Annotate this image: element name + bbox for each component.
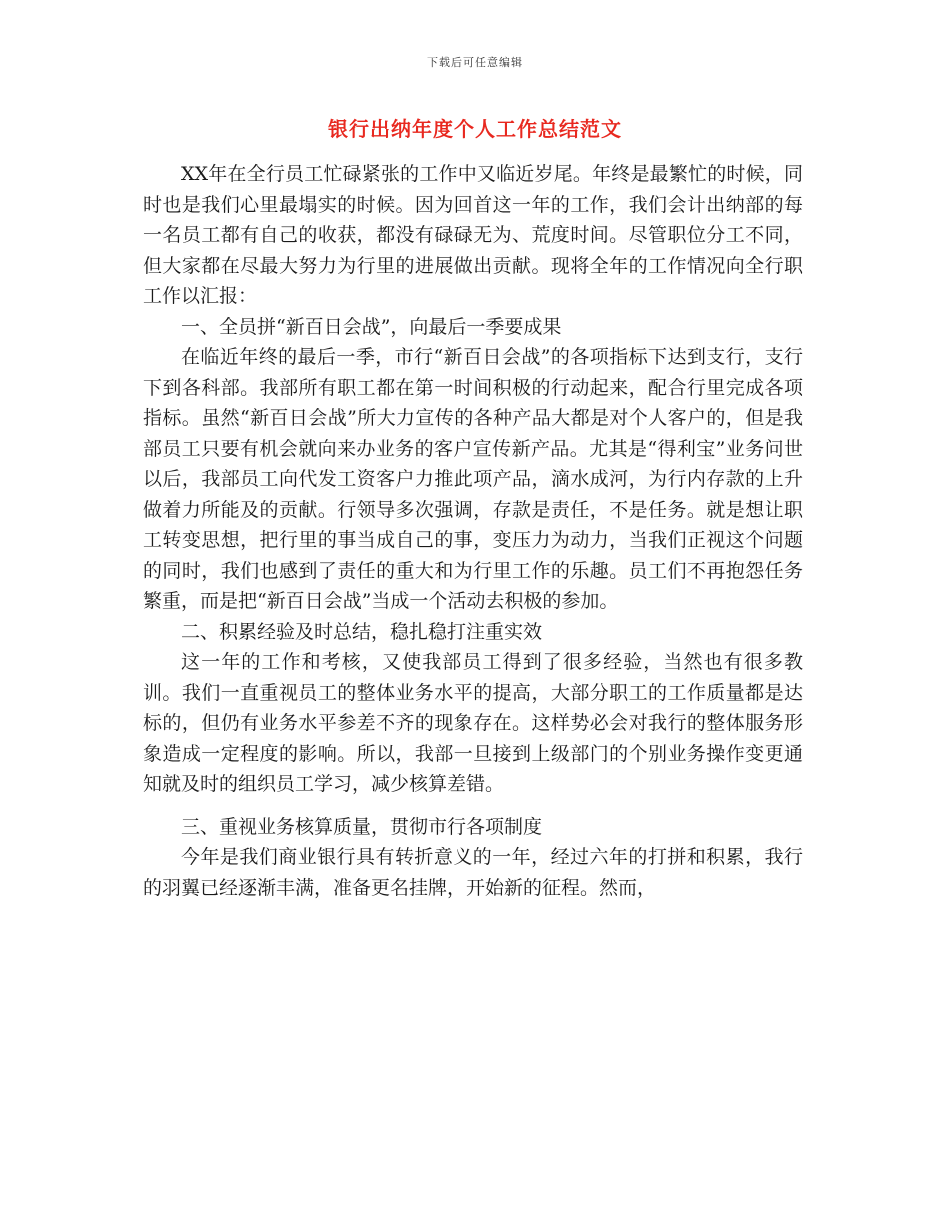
section-heading-2: 二、积累经验及时总结，稳扎稳打注重实效: [181, 620, 543, 643]
paragraph-section-2: 这一年的工作和考核，又使我部员工得到了很多经验，当然也有很多教训。我们一直重视员工的整体业务水平的提高，大部分职工的工作质量都是达标的，但仍有业务水平参差不齐的现象存在。这样势必会对我行的整体服务形象造成一定程度的影响。所以，我部一旦接到上级部门的个别业务操作变更通知就及时的组织员工学习，减少核算差错。: [143, 651, 803, 795]
paragraph-intro: XX年在全行员工忙碌紧张的工作中又临近岁尾。年终是最繁忙的时候，同时也是我们心里最塌实的时候。因为回首这一年的工作，我们会计出纳部的每一名员工都有自己的收获，都没有碌碌无为、荒度时间。尽管职位分工不同，但大家都在尽最大努力为行里的进展做出贡献。现将全年的工作情况向全行职工作以汇报：: [143, 163, 803, 307]
document-title: 银行出纳年度个人工作总结范文: [328, 117, 622, 141]
paragraph-section-3: 今年是我们商业银行具有转折意义的一年，经过六年的打拼和积累，我行的羽翼已经逐渐丰满，准备更名挂牌，开始新的征程。然而，: [143, 846, 803, 899]
paragraph-section-1: 在临近年终的最后一季，市行“新百日会战”的各项指标下达到支行，支行下到各科部。我部所有职工都在第一时间积极的行动起来，配合行里完成各项指标。虽然“新百日会战”所大力宣传的各种产品大都是对个人客户的，但是我部员工只要有机会就向来办业务的客户宣传新产品。尤其是“得利宝”业务问世以后，我部员工向代发工资客户力推此项产品，滴水成河，为行内存款的上升做着力所能及的贡献。行领导多次强调，存款是责任，不是任务。就是想让职工转变思想，把行里的事当成自己的事，变压力为动力，当我们正视这个问题的同时，我们也感到了责任的重大和为行里工作的乐趣。员工们不再抱怨任务繁重，而是把“新百日会战”当成一个活动去积极的参加。: [143, 346, 803, 612]
section-heading-3: 三、重视业务核算质量，贯彻市行各项制度: [181, 815, 543, 838]
header-note: 下载后可任意编辑: [427, 56, 523, 69]
section-heading-1: 一、全员拼“新百日会战”，向最后一季要成果: [181, 315, 562, 338]
document-body: [143, 159, 803, 903]
